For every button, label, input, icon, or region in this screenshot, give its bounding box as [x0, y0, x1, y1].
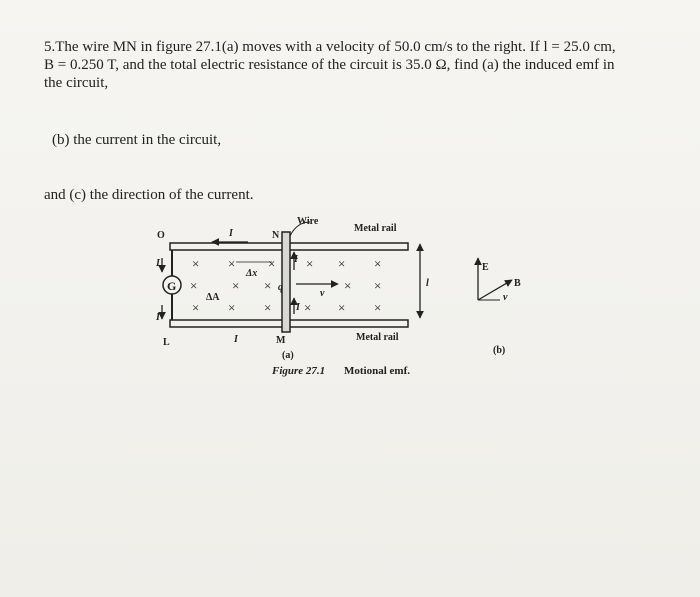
v-small-label: v [503, 292, 508, 303]
field-cross: × [338, 300, 346, 315]
current-label-bottom: I [234, 334, 238, 345]
field-cross: × [268, 256, 276, 271]
figure-caption-number: Figure 27.1 [272, 365, 326, 377]
field-cross: × [306, 256, 314, 271]
part-b-prompt: (b) the current in the circuit, [52, 132, 222, 148]
wire-label: Wire [297, 216, 319, 227]
subfigure-b-label: (b) [493, 345, 506, 356]
wire-current-label-bottom: I [296, 302, 300, 313]
metal-rail-label-top: Metal rail [354, 223, 397, 234]
field-cross: × [304, 300, 312, 315]
problem-line-3: the circuit, [44, 75, 109, 91]
delta-x-label: Δx [246, 268, 258, 279]
field-cross: × [374, 278, 382, 293]
field-cross: × [264, 300, 272, 315]
charge-q-label: q [278, 282, 283, 293]
point-n-label: N [272, 230, 280, 241]
problem-line-1: 5.The wire MN in figure 27.1(a) moves with a velocity of 50.0 cm/s to the right. If l = 25.0 cm, [44, 39, 616, 55]
field-cross: × [192, 300, 200, 315]
e-field-label: E [482, 262, 489, 273]
point-o-label: O [157, 230, 165, 241]
field-cross: × [374, 256, 382, 271]
field-cross: × [344, 278, 352, 293]
b-field-label: B [514, 278, 521, 289]
part-c-prompt: and (c) the direction of the current. [44, 187, 254, 203]
field-cross: × [228, 256, 236, 271]
field-cross: × [264, 278, 272, 293]
field-cross: × [232, 278, 240, 293]
subfigure-a-label: (a) [282, 350, 294, 361]
velocity-label: v [320, 288, 325, 299]
figure-caption-title: Motional emf. [344, 365, 410, 377]
current-label-top: I [229, 228, 233, 239]
field-cross: × [228, 300, 236, 315]
point-m-label: M [276, 335, 286, 346]
point-l-label: L [163, 337, 170, 348]
length-l-label: l [426, 278, 429, 289]
wire-mn [282, 232, 290, 332]
delta-a-label: ΔA [206, 292, 220, 303]
current-label-left-top: I [156, 258, 160, 269]
metal-rail-label-bottom: Metal rail [356, 332, 399, 343]
wire-current-label-top: I [294, 254, 298, 265]
galvanometer-label: G [167, 279, 177, 293]
field-cross: × [190, 278, 198, 293]
current-label-left-bottom: I [156, 312, 160, 323]
field-cross: × [338, 256, 346, 271]
problem-line-2: B = 0.250 T, and the total electric resistance of the circuit is 35.0 Ω, find (a) the induced emf in [44, 57, 615, 73]
field-cross: × [374, 300, 382, 315]
field-cross: × [192, 256, 200, 271]
